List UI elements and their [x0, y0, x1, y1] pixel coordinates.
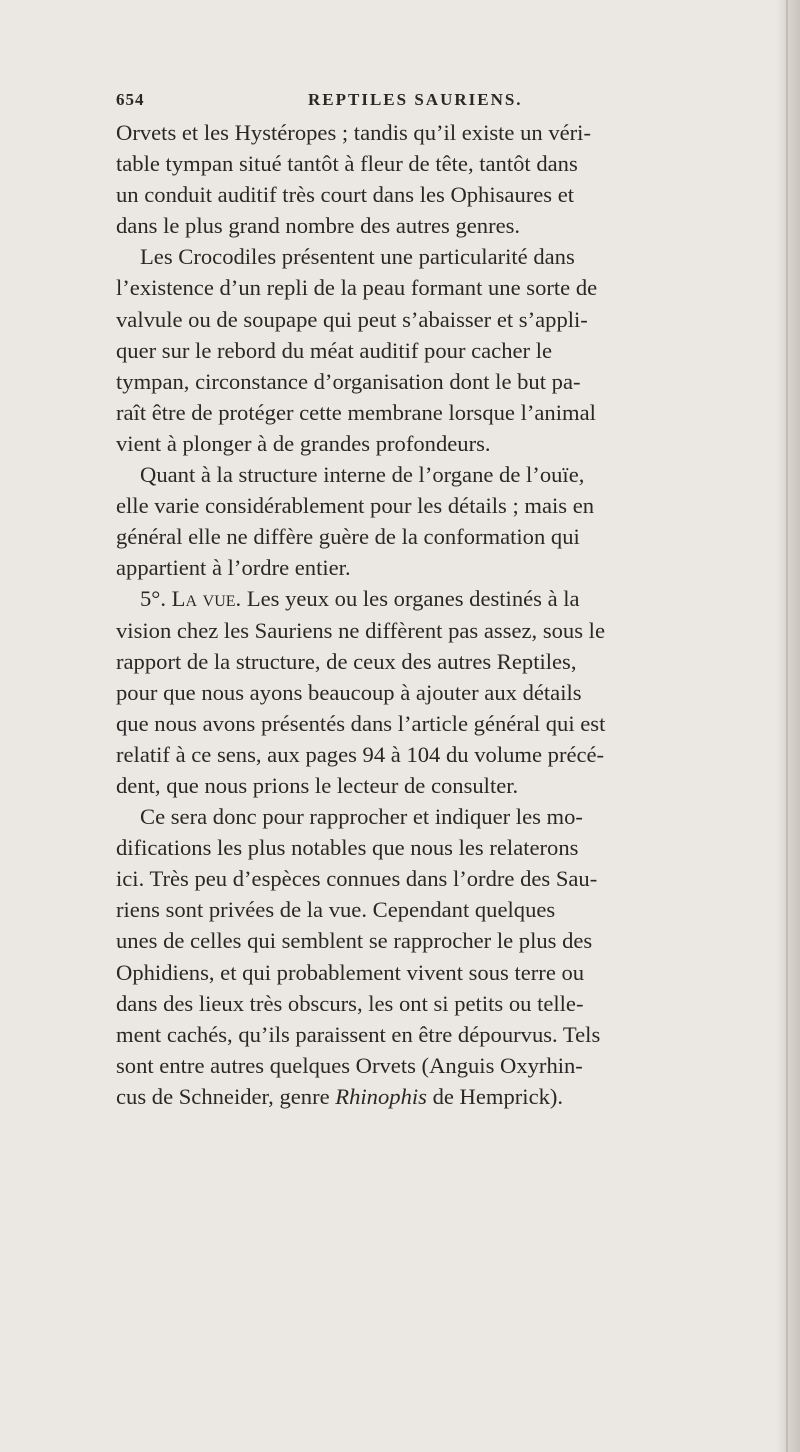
- text-line: dans le plus grand nombre des autres genres.: [116, 213, 521, 239]
- text-line: vision chez les Sauriens ne diffèrent pas assez, sous le: [116, 617, 605, 643]
- text-line: Ce sera donc pour rapprocher et indiquer les mo-: [140, 804, 583, 830]
- page-header: [116, 90, 724, 114]
- section-text: . Les yeux ou les organes destinés à la: [235, 586, 580, 612]
- text-line: l’existence d’un repli de la peau formant une sorte de: [116, 275, 598, 301]
- text-line: vient à plonger à de grandes profondeurs.: [116, 430, 491, 456]
- text-line: Ophidiens, et qui probablement vivent sous terre ou: [116, 959, 585, 985]
- text-line: un conduit auditif très court dans les Ophisaures et: [116, 182, 575, 208]
- text-line: ici. Très peu d’espèces connues dans l’ordre des Sau-: [116, 866, 598, 892]
- text-line: pour que nous ayons beaucoup à ajouter aux détails: [116, 679, 582, 705]
- text-segment: cus de Schneider, genre: [116, 1083, 336, 1109]
- running-title: REPTILES SAURIENS.: [308, 90, 523, 109]
- text-line: elle varie considérablement pour les détails ; mais en: [116, 493, 595, 519]
- page-edge-shadow: [776, 0, 800, 1452]
- text-line: unes de celles qui semblent se rapprocher le plus des: [116, 928, 593, 954]
- text-line: raît être de protéger cette membrane lorsque l’animal: [116, 399, 596, 425]
- text-line: Orvets et les Hystéropes ; tandis qu’il existe un véri-: [116, 120, 591, 145]
- section-title: La vue: [171, 586, 236, 612]
- text-segment: de Hemprick).: [426, 1083, 564, 1109]
- text-line: tympan, circonstance d’organisation dont le but pa-: [116, 368, 581, 394]
- text-line: dans des lieux très obscurs, les ont si petits ou telle-: [116, 990, 584, 1016]
- page-number: 654: [116, 90, 145, 109]
- text-line: que nous avons présentés dans l’article général qui est: [116, 710, 606, 736]
- text-line: dent, que nous prions le lecteur de consulter.: [116, 772, 519, 798]
- text-line: valvule ou de soupape qui peut s’abaisser et s’appli-: [116, 306, 588, 332]
- body-text: [116, 117, 736, 1112]
- text-line: Quant à la structure interne de l’organe de l’ouïe,: [140, 462, 585, 488]
- text-line: quer sur le rebord du méat auditif pour cacher le: [116, 337, 552, 363]
- text-line: riens sont privées de la vue. Cependant quelques: [116, 897, 556, 923]
- text-line: table tympan situé tantôt à fleur de tête, tantôt dans: [116, 151, 578, 177]
- text-line: Les Crocodiles présentent une particularité dans: [140, 244, 575, 270]
- text-line-with-italic: [116, 1081, 736, 1112]
- section-heading-line: [116, 583, 736, 614]
- section-number: 5°.: [140, 586, 172, 612]
- text-line: difications les plus notables que nous les relaterons: [116, 835, 579, 861]
- page-edge-line: [786, 0, 788, 1452]
- text-line: sont entre autres quelques Orvets (Anguis Oxyrhin-: [116, 1052, 583, 1078]
- text-line: rapport de la structure, de ceux des autres Reptiles,: [116, 648, 577, 674]
- text-line: appartient à l’ordre entier.: [116, 555, 351, 581]
- text-line: général elle ne diffère guère de la conformation qui: [116, 524, 580, 550]
- text-line: ment cachés, qu’ils paraissent en être dépourvus. Tels: [116, 1021, 601, 1047]
- text-line: relatif à ce sens, aux pages 94 à 104 du volume précé-: [116, 741, 605, 767]
- genus-name: Rhinophis: [335, 1083, 427, 1109]
